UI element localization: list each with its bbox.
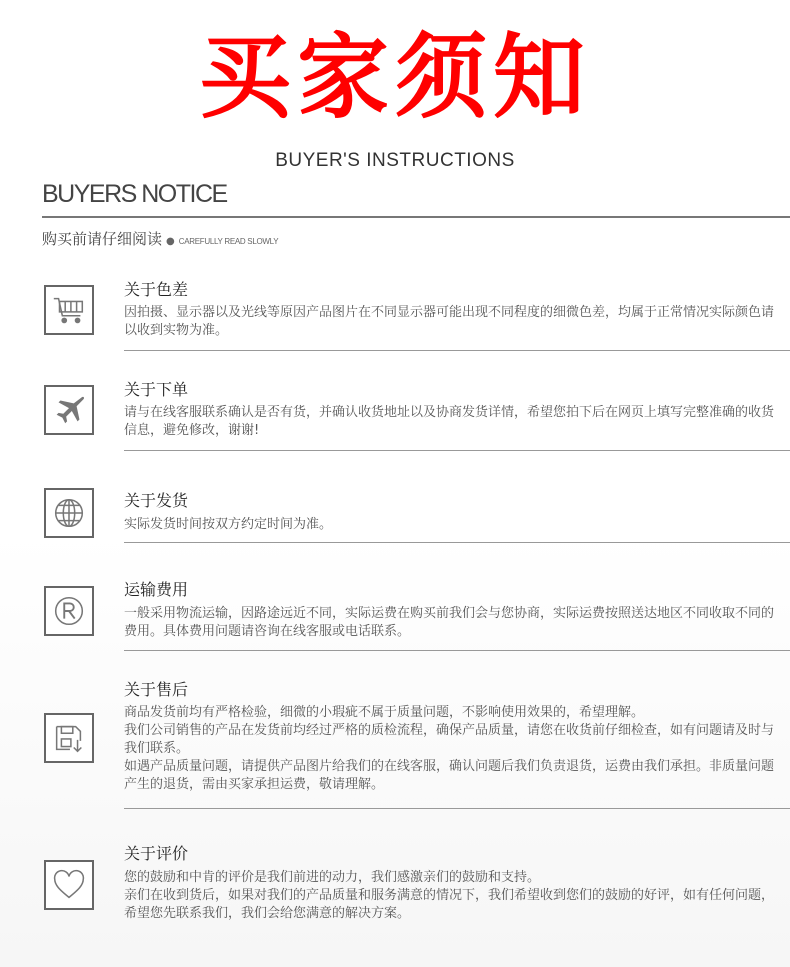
section-title-reviews: 关于评价 (124, 844, 189, 863)
airplane-icon (44, 385, 94, 435)
section-body-freight (124, 605, 774, 641)
heading-divider (42, 216, 790, 218)
shopping-cart-icon (44, 285, 94, 335)
section-body-after-sales (124, 704, 774, 794)
section-title-shipping: 关于发货 (124, 491, 189, 510)
buyers-notice-heading: BUYERS NOTICE (42, 180, 227, 208)
section-body-reviews (124, 869, 774, 923)
page-title: 买家须知 (198, 24, 591, 131)
section-line: 请与在线客服联系确认是否有货，并确认收货地址以及协商发货详情，希望您拍下后在网页上填写完整准确的收货信息，避免修改，谢谢! (124, 405, 775, 438)
read-carefully-en: CAREFULLY READ SLOWLY (178, 237, 279, 246)
section-divider (124, 650, 790, 651)
section-title-after-sales: 关于售后 (124, 680, 189, 699)
bullet-dot: ● (166, 236, 175, 247)
section-divider (124, 350, 790, 351)
section-divider (124, 542, 790, 543)
section-body-shipping (124, 516, 774, 534)
section-line: 亲们在收到货后，如果对我们的产品质量和服务满意的情况下，我们希望收到您们的鼓励的好评，如有任何问题，希望您先联系我们，我们会给您满意的解决方案。 (124, 888, 775, 921)
section-body-order (124, 404, 774, 440)
heart-icon (44, 860, 94, 910)
section-divider (124, 450, 790, 451)
section-line: 实际发货时间按双方约定时间为准。 (124, 517, 333, 532)
section-line: 商品发货前均有严格检验，细微的小瑕疵不属于质量问题，不影响使用效果的，希望理解。 (124, 705, 645, 720)
section-line: 因拍摄、显示器以及光线等原因产品图片在不同显示器可能出现不同程度的细微色差，均属于正常情况实际颜色请以收到实物为准。 (124, 305, 775, 338)
section-line: 您的鼓励和中肯的评价是我们前进的动力，我们感激亲们的鼓励和支持。 (124, 870, 541, 885)
section-title-color-difference: 关于色差 (124, 280, 189, 299)
read-carefully-cn: 购买前请仔细阅读 (42, 230, 163, 248)
section-line: 一般采用物流运输，因路途远近不同，实际运费在购买前我们会与您协商，实际运费按照送达地区不同收取不同的费用。具体费用问题请咨询在线客服或电话联系。 (124, 606, 775, 639)
registered-icon (44, 586, 94, 636)
save-download-icon (44, 713, 94, 763)
section-divider (124, 808, 790, 809)
globe-icon (44, 488, 94, 538)
section-title-order: 关于下单 (124, 380, 189, 399)
section-line: 如遇产品质量问题，请提供产品图片给我们的在线客服，确认问题后我们负责退货，运费由我们承担。非质量问题产生的退货，需由买家承担运费，敬请理解。 (124, 759, 775, 792)
section-line: 我们公司销售的产品在发货前均经过严格的质检流程，确保产品质量，请您在收货前仔细检查，如有问题请及时与我们联系。 (124, 723, 775, 756)
section-title-freight: 运输费用 (124, 580, 189, 599)
section-body-color-difference (124, 304, 774, 340)
read-carefully-row (42, 228, 278, 249)
page-subtitle: BUYER'S INSTRUCTIONS (275, 150, 515, 171)
